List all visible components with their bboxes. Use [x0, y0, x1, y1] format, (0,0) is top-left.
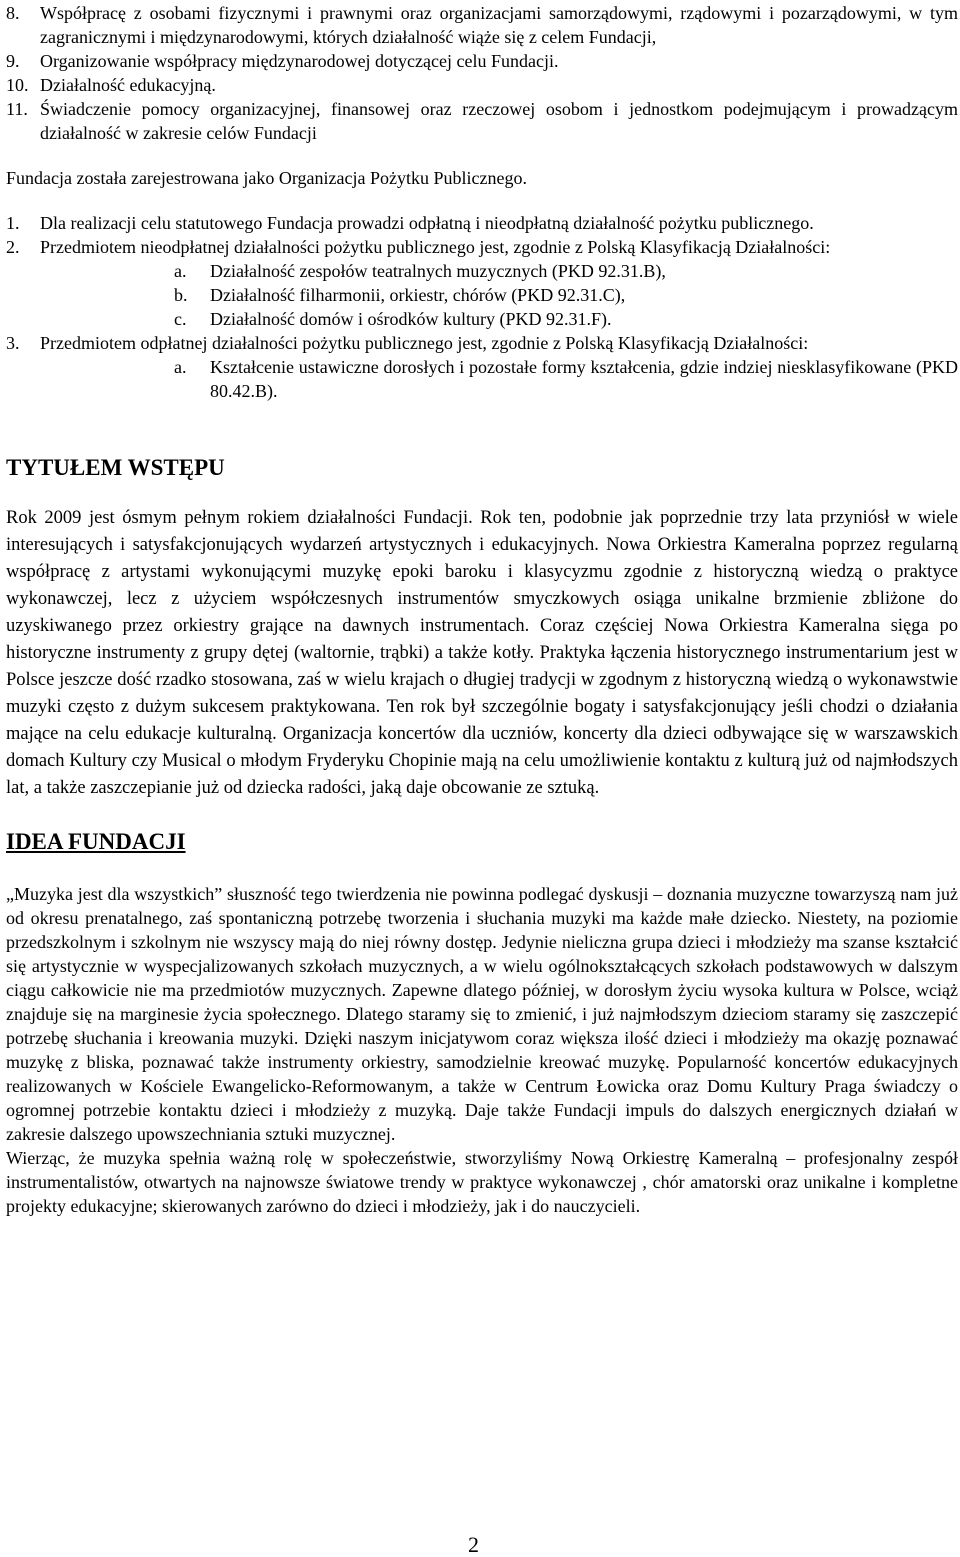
- intro-paragraph: Rok 2009 jest ósmym pełnym rokiem działalności Fundacji. Rok ten, podobnie jak poprzednie trzy lata przyniósł w wiele interesujących i satysfakcjonujących wydarzeń artystycznych i edukacyjnych. Nowa Orkiestra Kameralna poprzez regularną współpracę z artystami wykonującymi muzykę epoki baroku i klasycyzmu zgodnie z historyczną wiedzą o praktyce wykonawczej, lecz z użyciem współczesnych instrumentów smyczkowych osiąga unikalne brzmienie zbliżone do uzyskiwanego przez orkiestry grające na dawnych instrumentach. Coraz częściej Nowa Orkiestra Kameralna sięga po historyczne instrumenty z grupy dętej (waltornie, trąbki) a także kotły. Praktyka łączenia historycznego instrumentarium jest w Polsce jeszcze dość rzadko stosowana, zaś w wielu krajach o długiej tradycji w zgodnym z historyczną wiedzą o wykonawstwie muzyki często z dużym sukcesem praktykowana. Ten rok był szczególnie bogaty i satysfakcjonujący jeśli chodzi o działania mające na celu edukacje kulturalną. Organizacja koncertów dla uczniów, koncerty dla dzieci odbywające się w warszawskich domach Kultury czy Musical o młodym Fryderyku Chopinie mają na celu umożliwienie kontaktu z kulturą już od najmłodszych lat, a także zaszczepianie już od dziecka radości, jaką daje obcowanie ze sztuką.: [6, 508, 958, 798]
- list-item-text: Działalność edukacyjną.: [40, 75, 216, 95]
- list-item-number: 9.: [6, 51, 20, 71]
- list-item-number: 1.: [6, 213, 20, 233]
- registration-note: Fundacja została zarejestrowana jako Organizacja Pożytku Publicznego.: [6, 168, 527, 188]
- list-item: [6, 1, 958, 49]
- sublist-item: [6, 259, 958, 283]
- list-item-text: Organizowanie współpracy międzynarodowej dotyczącej celu Fundacji.: [40, 51, 559, 71]
- objectives-list: [6, 1, 958, 145]
- sublist-item-text: Działalność zespołów teatralnych muzycznych (PKD 92.31.B),: [210, 261, 666, 281]
- list-item-text: Przedmiotem odpłatnej działalności pożytku publicznego jest, zgodnie z Polską Klasyfikacją Działalności:: [40, 333, 809, 353]
- list-item: [6, 331, 958, 355]
- list-item: [6, 49, 958, 73]
- section-heading-idea: IDEA FUNDACJI: [6, 829, 186, 854]
- sublist-item-letter: a.: [174, 261, 187, 281]
- list-item-number: 8.: [6, 3, 20, 23]
- section-heading-intro: TYTUŁEM WSTĘPU: [6, 455, 225, 480]
- sublist-item-letter: b.: [174, 285, 188, 305]
- paid-activities-sublist: [6, 355, 958, 403]
- list-item-text: Współpracę z osobami fizycznymi i prawnymi oraz organizacjami samorządowymi, rządowymi i pozarządowymi, w tym zagranicznymi i międzynarodowymi, których działalność wiąże się z celem Fundacji,: [40, 3, 958, 47]
- list-item: [6, 235, 958, 259]
- page-number: 2: [468, 1532, 479, 1557]
- list-item-text: Świadczenie pomocy organizacyjnej, finansowej oraz rzeczowej osobom i jednostkom podejmującym i prowadzącym działalność w zakresie celów Fundacji: [40, 99, 958, 143]
- public-benefit-list: [6, 211, 958, 403]
- unpaid-activities-sublist: [6, 259, 958, 331]
- sublist-item: [6, 283, 958, 307]
- list-item-text: Przedmiotem nieodpłatnej działalności pożytku publicznego jest, zgodnie z Polską Klasyfikacją Działalności:: [40, 237, 831, 257]
- sublist-item-text: Kształcenie ustawiczne dorosłych i pozostałe formy kształcenia, gdzie indziej niesklasyfikowane (PKD 80.42.B).: [210, 357, 958, 401]
- idea-paragraph-1: „Muzyka jest dla wszystkich” słuszność tego twierdzenia nie powinna podlegać dyskusji – doznania muzyczne towarzyszą nam już od okresu prenatalnego, zaś spontaniczną potrzebę tworzenia i słuchania muzyki ma każde małe dziecko. Niestety, na poziomie przedszkolnym i szkolnym nie wszyscy mają do niej równy dostęp. Jedynie nieliczna grupa dzieci i młodzieży ma szanse kształcić się artystycznie w wyspecjalizowanych szkołach muzycznych, a w wielu ogólnokształcących szkołach podstawowych w dalszym ciągu całkowicie nie ma przedmiotów muzycznych. Zapewne dlatego później, w dorosłym życiu wysoka kultura w Polsce, wciąż znajduje się na marginesie życia społecznego. Dlatego staramy się to zmienić, i już najmłodszym dzieciom staramy się zaszczepić potrzebę słuchania i kreowania muzyki. Dzięki naszym inicjatywom coraz większa ilość dzieci i młodzieży ma okazję poznawać muzykę z bliska, poznawać także instrumenty orkiestry, samodzielnie kreować muzykę. Popularność koncertów edukacyjnych realizowanych w Kościele Ewangelicko-Reformowanym, a także w Centrum Łowicka oraz Domu Kultury Praga świadczy o ogromnej potrzebie kontaktu dzieci i młodzieży z muzyką. Daje także Fundacji impuls do dalszych energicznych działań w zakresie dalszego upowszechniania sztuki muzycznej.: [6, 884, 958, 1144]
- page-content: [6, 1, 958, 1218]
- sublist-item: [6, 307, 958, 331]
- list-item-number: 10.: [6, 75, 29, 95]
- list-item: [6, 97, 958, 145]
- sublist-item-text: Działalność filharmonii, orkiestr, chórów (PKD 92.31.C),: [210, 285, 626, 305]
- list-item: [6, 73, 958, 97]
- sublist-item: [6, 355, 958, 403]
- list-item-number: 11.: [6, 99, 28, 119]
- list-item-number: 2.: [6, 237, 20, 257]
- idea-paragraph-2: Wierząc, że muzyka spełnia ważną rolę w społeczeństwie, stworzyliśmy Nową Orkiestrę Kameralną – profesjonalny zespół instrumentalistów, otwartych na najnowsze światowe trendy w praktyce wykonawczej , chór amatorski oraz unikalne i kompletne projekty edukacyjne; skierowanych zarówno do dzieci i młodzieży, jak i do nauczycieli.: [6, 1148, 958, 1216]
- list-item-number: 3.: [6, 333, 20, 353]
- sublist-item-letter: c.: [174, 309, 187, 329]
- sublist-item-text: Działalność domów i ośrodków kultury (PKD 92.31.F).: [210, 309, 612, 329]
- list-item: [6, 211, 958, 235]
- list-item-text: Dla realizacji celu statutowego Fundacja prowadzi odpłatną i nieodpłatną działalność pożytku publicznego.: [40, 213, 814, 233]
- sublist-item-letter: a.: [174, 357, 187, 377]
